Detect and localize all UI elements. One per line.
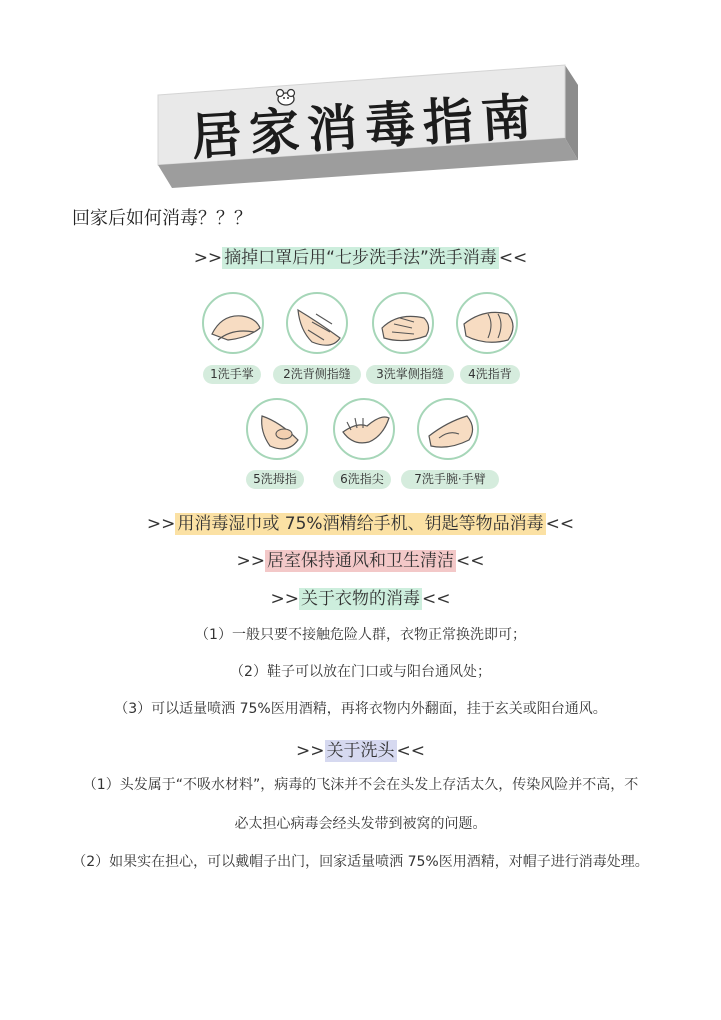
hair-line-2: 必太担心病毒会经头发带到被窝的问题。 bbox=[234, 816, 487, 832]
heading-suffix: << bbox=[396, 741, 425, 761]
heading-text: 关于洗头 bbox=[326, 741, 395, 761]
palms-rubbing-icon bbox=[202, 292, 264, 354]
section-heading-clothes bbox=[0, 584, 721, 609]
thumb-rub-icon bbox=[246, 398, 308, 460]
heading-text: 居室保持通风和卫生清洁 bbox=[267, 551, 454, 571]
back-fingers-icon bbox=[286, 292, 348, 354]
heading-prefix: >> bbox=[193, 248, 223, 268]
page-title: 居家消毒指南 bbox=[189, 87, 541, 167]
fingertips-icon bbox=[333, 398, 395, 460]
clothes-line-1: （1）一般只要不接触危险人群，衣物正常换洗即可； bbox=[195, 627, 526, 643]
step-label-6: 6洗指尖 bbox=[333, 470, 391, 489]
heading-prefix: >> bbox=[296, 741, 325, 761]
heading-suffix: << bbox=[545, 514, 575, 534]
heading-prefix: >> bbox=[270, 589, 299, 609]
clothes-line-2: （2）鞋子可以放在门口或与阳台通风处； bbox=[230, 664, 491, 680]
heading-prefix: >> bbox=[236, 551, 265, 571]
step-label-2: 2洗背侧指缝 bbox=[273, 365, 361, 384]
section-heading-hair bbox=[0, 736, 721, 761]
hair-line-1: （1）头发属于“不吸水材料”，病毒的飞沫并不会在头发上存活太久，传染风险并不高，不 bbox=[82, 777, 639, 793]
title-banner bbox=[0, 0, 721, 200]
section-heading-wipe bbox=[0, 509, 721, 534]
step-label-5: 5洗拇指 bbox=[246, 470, 304, 489]
heading-suffix: << bbox=[456, 551, 485, 571]
section-heading-handwash bbox=[0, 243, 721, 268]
heading-suffix: << bbox=[498, 248, 528, 268]
finger-backs-icon bbox=[456, 292, 518, 354]
section-heading-ventilate bbox=[0, 546, 721, 571]
heading-text: 摘掉口罩后用“七步洗手法”洗手消毒 bbox=[224, 248, 497, 268]
heading-prefix: >> bbox=[146, 514, 176, 534]
heading-text: 关于衣物的消毒 bbox=[301, 589, 420, 609]
wrist-rub-icon bbox=[417, 398, 479, 460]
step-label-1: 1洗手掌 bbox=[203, 365, 261, 384]
clothes-line-3: （3）可以适量喷洒 75%医用酒精，再将衣物内外翻面，挂于玄关或阳台通风。 bbox=[114, 701, 607, 717]
heading-suffix: << bbox=[422, 589, 451, 609]
heading-text: 用消毒湿巾或 75%酒精给手机、钥匙等物品消毒 bbox=[177, 514, 544, 534]
hair-line-3: （2）如果实在担心，可以戴帽子出门，回家适量喷洒 75%医用酒精，对帽子进行消毒处理。 bbox=[72, 854, 649, 870]
step-label-3: 3洗掌侧指缝 bbox=[366, 365, 454, 384]
interlaced-fingers-icon bbox=[372, 292, 434, 354]
step-label-7: 7洗手腕·手臂 bbox=[401, 470, 499, 489]
step-label-4: 4洗指背 bbox=[460, 365, 520, 384]
intro-question: 回家后如何消毒？？？ bbox=[72, 208, 252, 229]
